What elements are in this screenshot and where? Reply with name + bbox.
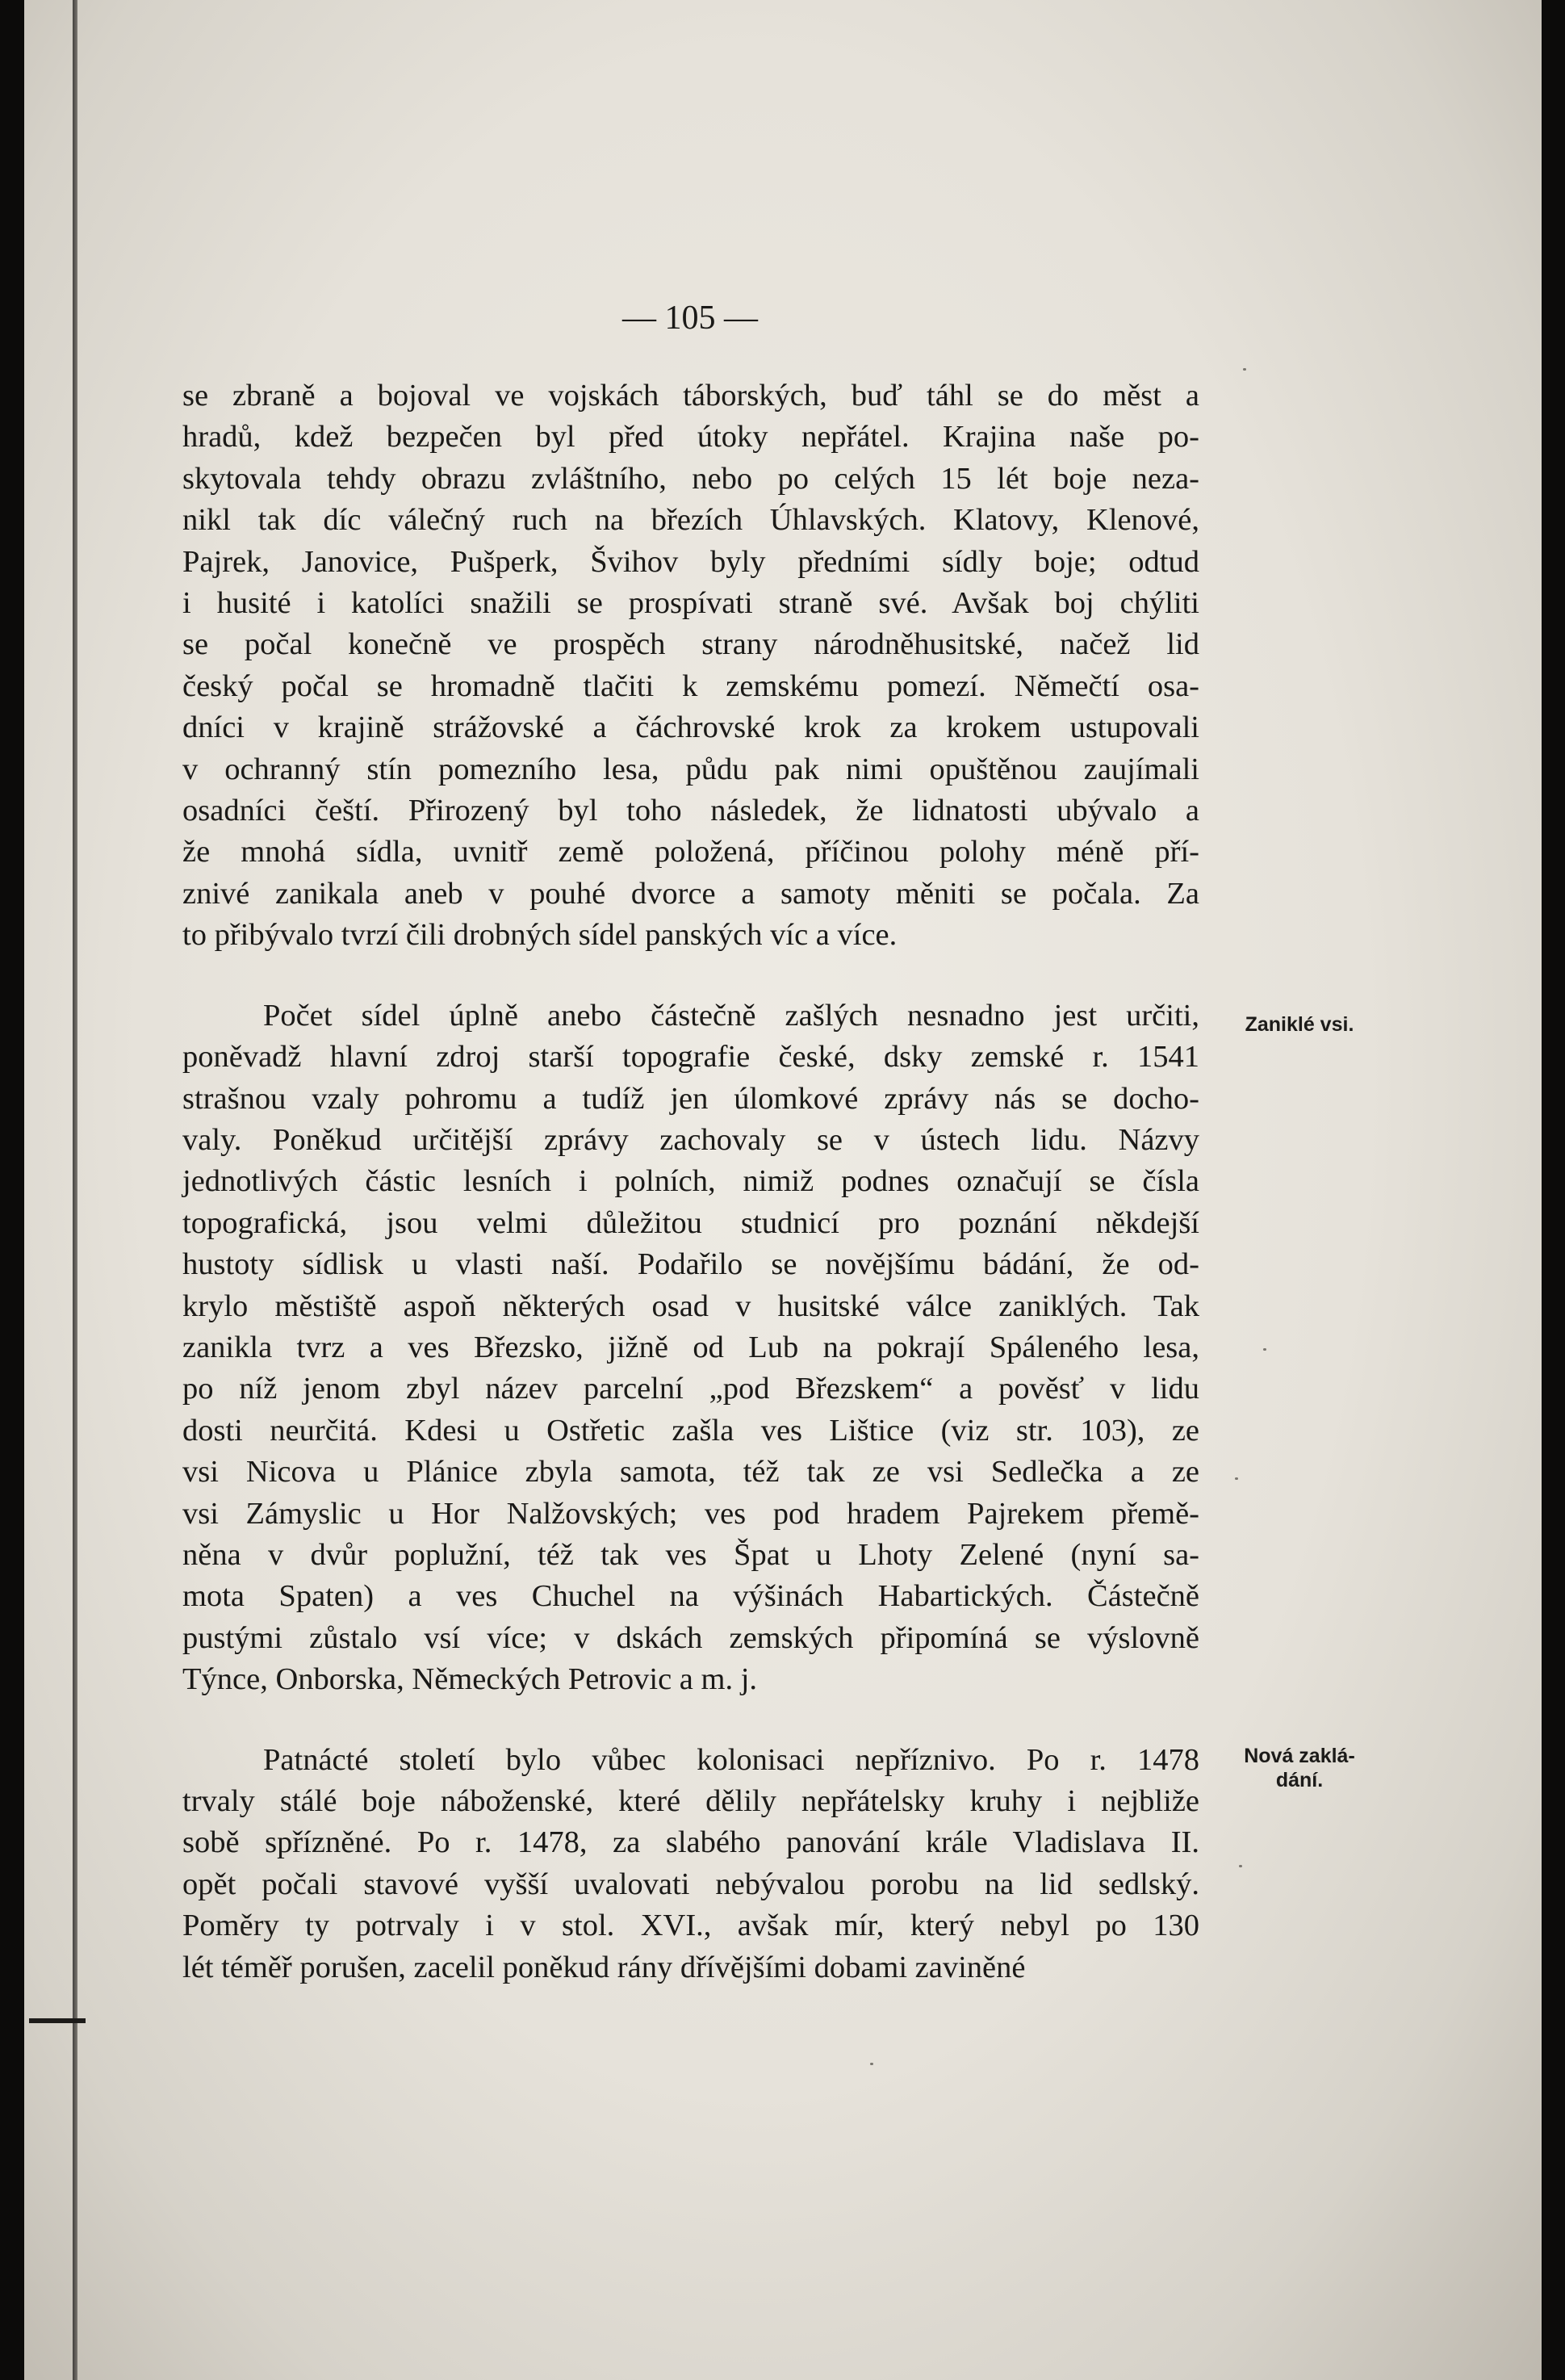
text-line: Patnácté století bylo vůbec kolonisaci nepříznivo. Po r. 1478: [263, 1742, 1199, 1777]
binding-mark: [29, 2018, 86, 2023]
text-line: dosti neurčitá. Kdesi u Ostřetic zašla ves Lištice (viz str. 103), ze: [182, 1413, 1199, 1448]
text-line: zanikla tvrz a ves Březsko, jižně od Lub na pokrají Spáleného lesa,: [182, 1330, 1199, 1364]
text-line: se počal konečně ve prospěch strany národněhusitské, načež lid: [182, 627, 1199, 662]
body-text: [182, 375, 1199, 1988]
text-line: hradů, kdež bezpečen byl před útoky nepřátel. Krajina naše po-: [182, 420, 1199, 455]
text-line: nikl tak díc válečný ruch na březích Úhlavských. Klatovy, Klenové,: [182, 503, 1199, 538]
margin-note-nova-zakladani-text: Nová zaklá- dání.: [1244, 1745, 1355, 1791]
text-line: skytovala tehdy obrazu zvláštního, nebo po celých 15 lét boje neza-: [182, 461, 1199, 496]
paragraph-2: [182, 995, 1199, 1701]
text-line: topografická, jsou velmi důležitou studnicí pro poznání někdejší: [182, 1205, 1199, 1240]
text-line: se zbraně a bojoval ve vojskách táborských, buď táhl se do měst a: [182, 379, 1199, 413]
text-line: Poměry ty potrvaly i v stol. XVI., avšak mír, který nebyl po 130: [182, 1909, 1199, 1943]
margin-note-zanikle-vsi: Zaniklé vsi.: [1245, 1013, 1354, 1036]
text-line: to přibývalo tvrzí čili drobných sídel panských víc a více.: [182, 918, 898, 953]
text-line: že mnohá sídla, uvnitř země položená, příčinou polohy méně pří-: [182, 835, 1199, 869]
paragraph-1: [182, 375, 1199, 957]
text-line: vsi Zámyslic u Hor Nalžovských; ves pod hradem Pajrekem přemě-: [182, 1496, 1199, 1531]
text-line: jednotlivých částic lesních i polních, nimiž podnes označují se čísla: [182, 1164, 1199, 1199]
margin-note-nova-zakladani: [1227, 1744, 1372, 1792]
text-line: krylo městiště aspoň některých osad v husitské válce zaniklých. Tak: [182, 1288, 1199, 1323]
text-line: po níž jenom zbyl název parcelní „pod Březskem“ a pověsť v lidu: [182, 1372, 1199, 1406]
text-line: něna v dvůr poplužní, též tak ves Špat u Lhoty Zelené (nyní sa-: [182, 1537, 1199, 1572]
text-line: opět počali stavové vyšší uvalovati nebývalou porobu na lid sedlský.: [182, 1867, 1199, 1901]
text-line: znivé zanikala aneb v pouhé dvorce a samoty měniti se počala. Za: [182, 876, 1199, 911]
text-line: i husité i katolíci snažili se prospívati straně své. Avšak boj chýliti: [182, 586, 1199, 621]
paper-speck: [1243, 368, 1246, 371]
paragraph-3: [182, 1740, 1199, 1988]
text-line: Počet sídel úplně anebo částečně zašlých nesnadno jest určiti,: [263, 998, 1199, 1033]
text-line: osadníci čeští. Přirozený byl toho následek, že lidnatosti ubývalo a: [182, 794, 1199, 828]
paper-speck: [1235, 1477, 1238, 1480]
book-page: [24, 0, 1542, 2380]
paper-speck: [870, 2063, 873, 2065]
text-line: strašnou vzaly pohromu a tudíž jen úlomkové zprávy nás se docho-: [182, 1081, 1199, 1116]
text-line: Týnce, Onborska, Německých Petrovic a m. j.: [182, 1662, 758, 1697]
text-line: valy. Poněkud určitější zprávy zachovaly se v ústech lidu. Názvy: [182, 1122, 1199, 1157]
text-line: poněvadž hlavní zdroj starší topografie české, dsky zemské r. 1541: [182, 1040, 1199, 1075]
text-line: pustými zůstalo vsí více; v dskách zemských připomíná se výslovně: [182, 1620, 1199, 1655]
text-line: v ochranný stín pomezního lesa, půdu pak nimi opuštěnou zaujímali: [182, 752, 1199, 786]
text-line: trvaly stálé boje náboženské, které dělily nepřátelsky kruhy i nejbliže: [182, 1784, 1199, 1818]
paper-speck: [1239, 1865, 1242, 1867]
text-line: hustoty sídlisk u vlasti naší. Podařilo se novějšímu bádání, že od-: [182, 1247, 1199, 1282]
text-line: lét téměř porušen, zacelil poněkud rány dřívějšími dobami zaviněné: [182, 1950, 1026, 1984]
text-line: mota Spaten) a ves Chuchel na výšinách Habartických. Částečně: [182, 1579, 1199, 1614]
page-number: — 105 —: [622, 300, 758, 337]
paper-speck: [1263, 1348, 1266, 1351]
text-line: vsi Nicova u Plánice zbyla samota, též tak ze vsi Sedlečka a ze: [182, 1455, 1199, 1490]
text-line: český počal se hromadně tlačiti k zemskému pomezí. Němečtí osa-: [182, 668, 1199, 703]
text-line: dníci v krajině strážovské a čáchrovské krok za krokem ustupovali: [182, 710, 1199, 745]
text-line: sobě spřízněné. Po r. 1478, za slabého panování krále Vladislava II.: [182, 1825, 1199, 1860]
text-line: Pajrek, Janovice, Pušperk, Švihov byly předními sídly boje; odtud: [182, 544, 1199, 579]
